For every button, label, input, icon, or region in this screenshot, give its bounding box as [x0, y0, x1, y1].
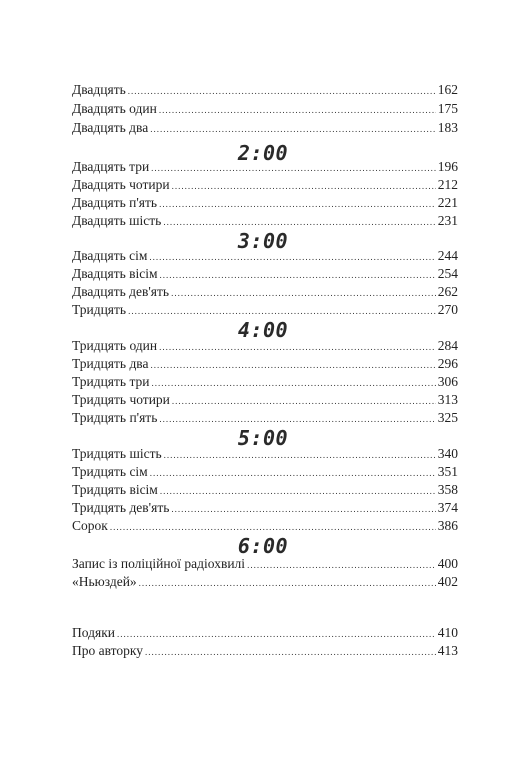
toc-entry-title: Тридцять: [72, 302, 127, 317]
dot-leader: [171, 284, 436, 302]
toc-entry-title: Тридцять сім: [72, 464, 148, 479]
toc-entry: [72, 642, 458, 660]
toc-entry: [72, 481, 458, 499]
toc-entry: [72, 265, 458, 283]
toc-entry-title: Тридцять два: [72, 356, 149, 371]
toc-entry-title: Двадцять вісім: [72, 266, 158, 281]
toc-entry: [72, 373, 458, 391]
toc-entry-title: Двадцять сім: [72, 248, 148, 263]
toc-entry: [72, 158, 458, 176]
toc-entry-title: Двадцять шість: [72, 213, 162, 228]
toc-entry: [72, 301, 458, 319]
toc-entry-page: 351: [437, 464, 458, 479]
toc-entry: [72, 247, 458, 265]
dot-leader: [172, 392, 436, 410]
toc-entry-title: Тридцять дев'ять: [72, 500, 170, 515]
toc-entry-title: Про авторку: [72, 643, 143, 658]
toc-entry-title: Двадцять: [72, 82, 126, 97]
toc-entry-page: 162: [437, 82, 458, 97]
toc-entry-title: Запис із поліційної радіохвилі: [72, 556, 246, 571]
toc-entry: [72, 391, 458, 409]
toc-entry-page: 402: [437, 574, 458, 589]
toc-entry-page: 175: [437, 101, 458, 116]
dot-leader: [163, 213, 435, 231]
toc-entry-title: Сорок: [72, 518, 108, 533]
toc-entry-page: 296: [437, 356, 458, 371]
dot-leader: [159, 101, 436, 119]
toc-entry: [72, 176, 458, 194]
dot-leader: [151, 356, 436, 374]
toc-entry: [72, 409, 458, 427]
dot-leader: [172, 177, 436, 195]
dot-leader: [164, 446, 436, 464]
toc-entry-page: 284: [437, 338, 458, 353]
toc-entry-page: 325: [437, 410, 458, 425]
dot-leader: [159, 338, 436, 356]
toc-entry-title: Тридцять п'ять: [72, 410, 158, 425]
dot-leader: [150, 120, 436, 138]
dot-leader: [247, 556, 436, 574]
dot-leader: [159, 410, 435, 428]
dot-leader: [145, 643, 436, 661]
toc-entry-title: Двадцять три: [72, 159, 150, 174]
toc-entry-page: 244: [437, 248, 458, 263]
toc-entry-title: Тридцять три: [72, 374, 150, 389]
dot-leader: [171, 500, 435, 518]
toc-entry: [72, 337, 458, 355]
toc-entry-page: 400: [437, 556, 458, 571]
toc-entry-page: 313: [437, 392, 458, 407]
toc-entry: [72, 499, 458, 517]
toc-entry-page: 212: [437, 177, 458, 192]
dot-leader: [150, 464, 436, 482]
toc-entry-title: Двадцять дев'ять: [72, 284, 170, 299]
dot-leader: [151, 374, 435, 392]
toc-entry-page: 254: [437, 266, 458, 281]
toc-entry: [72, 212, 458, 230]
dot-leader: [149, 248, 435, 266]
dot-leader: [128, 82, 436, 100]
toc-entry-title: Тридцять чотири: [72, 392, 170, 407]
toc-entry-title: Двадцять один: [72, 101, 157, 116]
dot-leader: [160, 482, 436, 500]
section-heading: 5:00: [237, 426, 289, 450]
dot-leader: [117, 625, 436, 643]
toc-entry-title: Двадцять чотири: [72, 177, 170, 192]
toc-entry-title: Тридцять вісім: [72, 482, 158, 497]
toc-entry: [72, 555, 458, 573]
section-heading: 2:00: [237, 141, 289, 165]
toc-entry-page: 231: [437, 213, 458, 228]
toc-entry: [72, 119, 458, 137]
toc-entry-title: Подяки: [72, 625, 115, 640]
toc-entry-page: 410: [437, 625, 458, 640]
dot-leader: [160, 266, 436, 284]
section-heading: 6:00: [237, 534, 289, 558]
toc-entry: [72, 445, 458, 463]
toc-entry: [72, 81, 458, 99]
section-heading: 4:00: [237, 318, 289, 342]
toc-entry-page: 386: [437, 518, 458, 533]
toc-entry-page: 374: [437, 500, 458, 515]
toc-entry-page: 358: [437, 482, 458, 497]
toc-entry-page: 306: [437, 374, 458, 389]
toc-entry-title: Двадцять два: [72, 120, 149, 135]
toc-entry: [72, 100, 458, 118]
section-heading: 3:00: [237, 229, 289, 253]
toc-entry-title: Тридцять шість: [72, 446, 162, 461]
toc-entry: [72, 283, 458, 301]
toc-entry: [72, 194, 458, 212]
toc-entry: [72, 463, 458, 481]
toc-entry-title: Двадцять п'ять: [72, 195, 158, 210]
toc-entry-page: 262: [437, 284, 458, 299]
toc-entry-page: 221: [437, 195, 458, 210]
toc-entry: [72, 624, 458, 642]
toc-entry-title: «Ньюздей»: [72, 574, 137, 589]
toc-entry-page: 340: [437, 446, 458, 461]
dot-leader: [159, 195, 436, 213]
toc-entry-page: 413: [437, 643, 458, 658]
toc-entry: [72, 355, 458, 373]
toc-entry-title: Тридцять один: [72, 338, 158, 353]
toc-entry-page: 196: [437, 159, 458, 174]
toc-entry-page: 183: [437, 120, 458, 135]
toc-entry: [72, 517, 458, 535]
dot-leader: [151, 159, 436, 177]
toc-entry: [72, 573, 458, 591]
toc-entry-page: 270: [437, 302, 458, 317]
dot-leader: [139, 574, 436, 592]
